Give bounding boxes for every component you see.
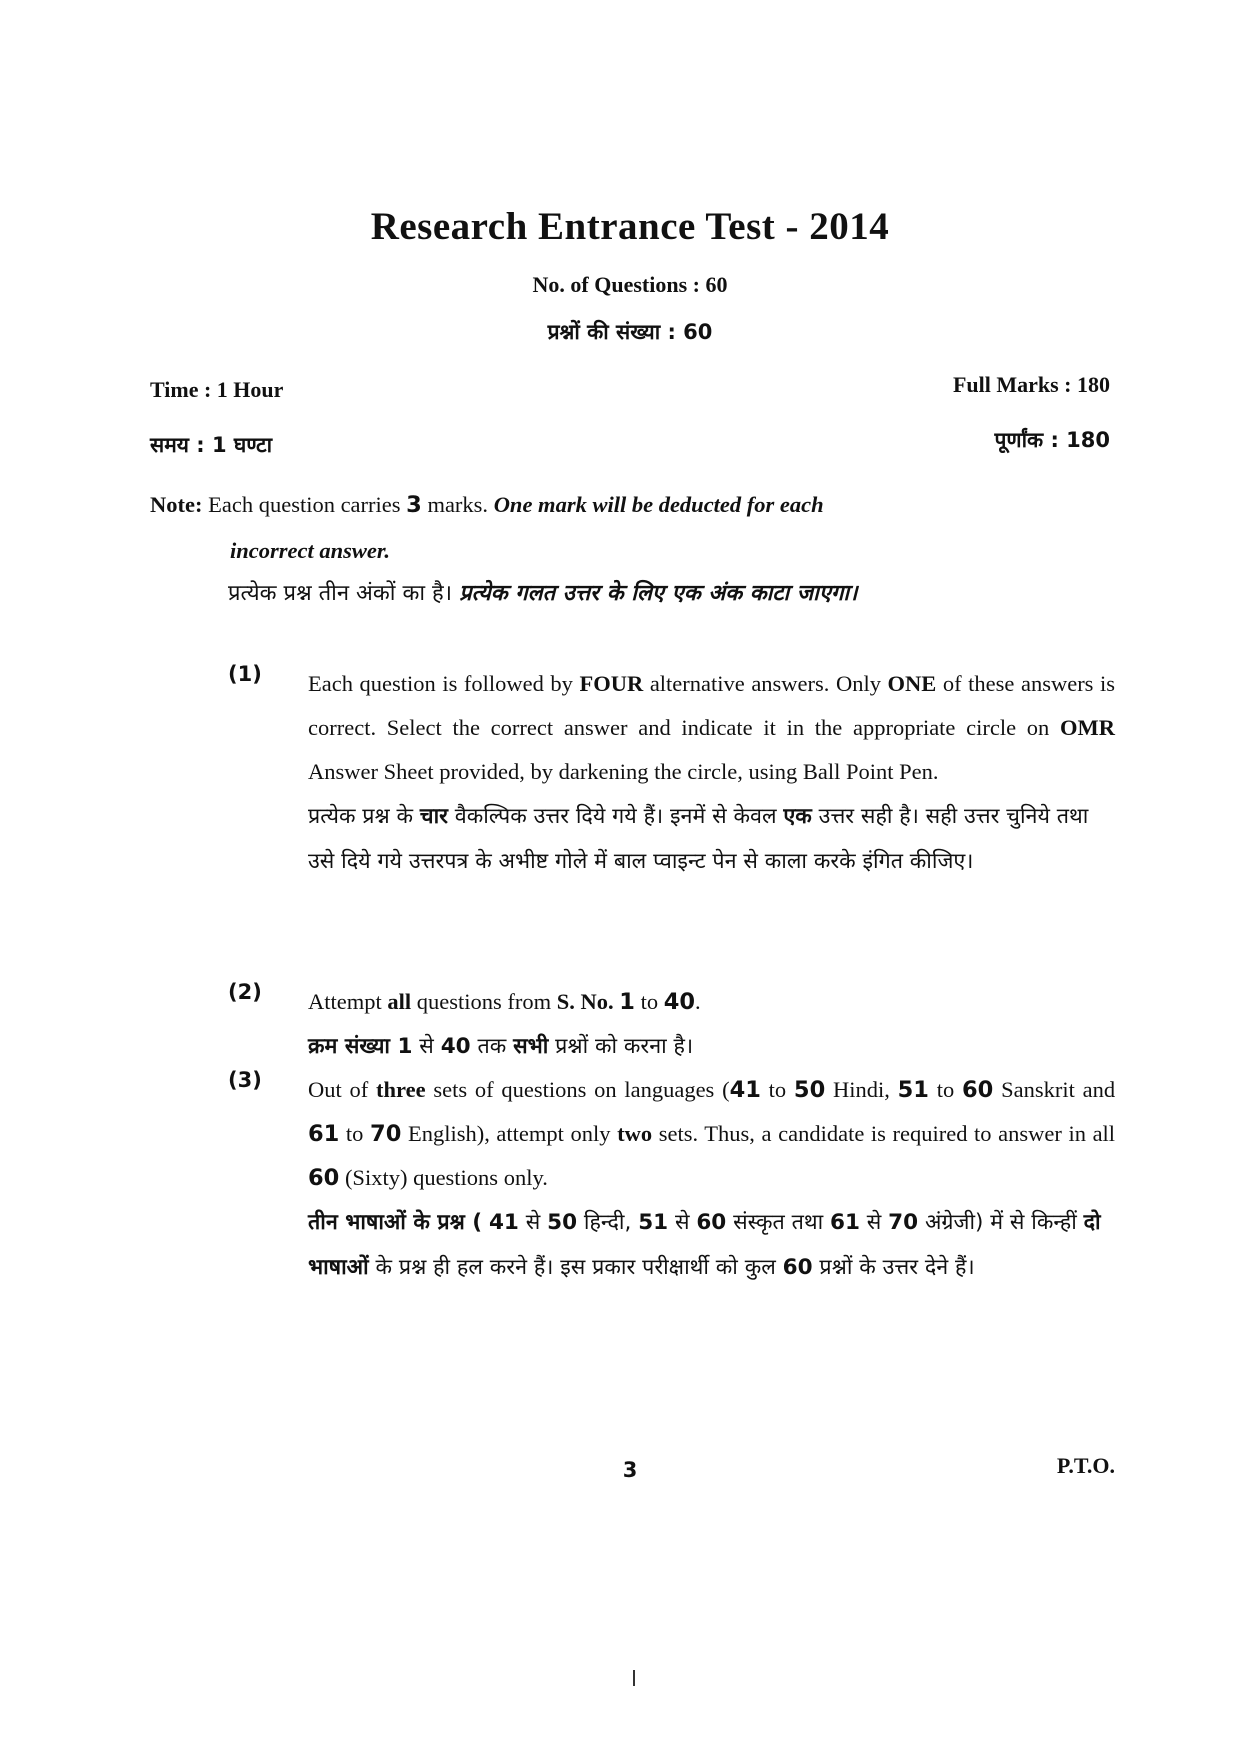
item-number: (3): [228, 1068, 262, 1092]
text-run-bold: 41: [488, 1210, 519, 1235]
text-run-bold: क्रम संख्या 1: [308, 1034, 413, 1059]
text-run: alternative answers. Only: [649, 671, 881, 696]
text-run: उत्तर सही है। सही उत्तर चुनिये तथा उसे दिये गये उत्तरपत्र के अभीष्ट गोले में बाल प्वाइन्ट पेन से काला करके इंगित कीजिए।: [308, 804, 1089, 874]
text-run: sets. Thus, a candidate is required to answer in all: [658, 1121, 1116, 1146]
text-run-bold: FOUR: [579, 671, 644, 696]
text-run: संस्कृत तथा: [733, 1210, 824, 1235]
instruction-item-3: [150, 1068, 1115, 1290]
text-run: English), attempt only: [407, 1121, 611, 1146]
text-run-bold: two: [617, 1121, 653, 1146]
question-count-hi: प्रश्नों की संख्या : 60: [547, 320, 713, 344]
scan-mark: [633, 1670, 635, 1686]
text-run: (Sixty) questions only.: [344, 1165, 548, 1190]
text-run: से: [866, 1210, 882, 1235]
text-run-bold: 40: [663, 989, 696, 1015]
question-count-en: No. of Questions : 60: [532, 272, 728, 297]
page-title: Research Entrance Test - 2014: [370, 205, 890, 248]
item-text-hi: [308, 1200, 1115, 1290]
item-text-en: [308, 980, 1115, 1024]
text-run-bold: 51: [897, 1077, 929, 1103]
note-deduction-a: One mark will be deducted for each: [493, 492, 824, 517]
text-run: questions from: [416, 989, 552, 1014]
item-text-en: [308, 662, 1115, 794]
text-run-bold: 50: [793, 1077, 826, 1103]
text-run: Sanskrit and: [1001, 1077, 1116, 1102]
text-run-bold: ONE: [887, 671, 937, 696]
item-text-hi: [308, 794, 1115, 884]
note-hi-italic: प्रत्येक गलत उत्तर के लिए एक अंक काटा जाएगा।: [459, 581, 858, 606]
text-run-bold: भाषाओं: [308, 1255, 369, 1280]
text-run-bold: all: [387, 989, 412, 1014]
text-run-bold: 40: [440, 1034, 471, 1059]
text-run-bold: OMR: [1060, 715, 1116, 740]
text-run-bold: 41: [729, 1077, 761, 1103]
text-run: तक: [477, 1034, 507, 1059]
text-run: प्रश्नों को करना है।: [555, 1034, 694, 1059]
text-run-bold: 51: [638, 1210, 669, 1235]
item-text-hi: [308, 1024, 1115, 1069]
text-run-bold: 50: [547, 1210, 578, 1235]
text-run-bold: 60: [696, 1210, 727, 1235]
text-run: से: [674, 1210, 690, 1235]
text-run: Answer Sheet provided, by darkening the circle, using Ball Point Pen.: [308, 759, 939, 784]
text-run: .: [695, 989, 701, 1014]
text-run: Out of: [308, 1077, 369, 1102]
text-run-bold: सभी: [513, 1034, 549, 1059]
note-marks-value: 3: [406, 492, 422, 518]
text-run: Each question is followed by: [308, 671, 573, 696]
text-run-bold: तीन भाषाओं के प्रश्न (: [308, 1210, 483, 1235]
page-number: 3: [622, 1458, 638, 1482]
text-run: अंग्रेजी) में से किन्हीं: [924, 1210, 1077, 1235]
text-run: to: [345, 1121, 364, 1146]
time-hi: समय : 1 घण्टा: [150, 433, 273, 457]
text-run-bold: 60: [782, 1255, 813, 1280]
text-run: प्रश्नों के उत्तर देने हैं।: [819, 1255, 975, 1280]
note-en: [150, 482, 1115, 573]
instruction-item-2: [150, 980, 1115, 1069]
text-run: Hindi,: [833, 1077, 890, 1102]
text-run-bold: 60: [308, 1165, 340, 1191]
full-marks-en: Full Marks : 180: [952, 372, 1110, 397]
text-run: to: [640, 989, 659, 1014]
text-run: से: [419, 1034, 434, 1059]
text-run: to: [768, 1077, 787, 1102]
note-label: Note:: [150, 492, 203, 517]
note-text-a: Each question carries: [208, 492, 401, 517]
item-number: (2): [228, 980, 262, 1004]
text-run: वैकल्पिक उत्तर दिये गये हैं। इनमें से केवल: [454, 804, 777, 829]
item-number: (1): [228, 662, 262, 686]
note-text-b: marks.: [427, 492, 489, 517]
note-deduction-b: incorrect answer.: [230, 538, 391, 563]
text-run: of these answers is correct. Select the correct answer and indicate it in the appropriate circle on: [308, 671, 1116, 740]
text-run-bold: दो: [1083, 1210, 1101, 1235]
pto-label: P.T.O.: [1056, 1453, 1115, 1478]
text-run-bold: 70: [888, 1210, 919, 1235]
text-run-bold: 70: [370, 1121, 402, 1147]
text-run-bold: 61: [308, 1121, 340, 1147]
text-run-bold: three: [376, 1077, 426, 1102]
text-run-bold: चार: [419, 804, 448, 829]
text-run-bold: एक: [783, 804, 812, 829]
text-run: के प्रश्न ही हल करने हैं। इस प्रकार परीक्षार्थी को कुल: [375, 1255, 776, 1280]
note-hi-plain: प्रत्येक प्रश्न तीन अंकों का है।: [228, 581, 453, 606]
text-run: से: [525, 1210, 541, 1235]
text-run: sets of questions on languages (: [433, 1077, 730, 1102]
full-marks-hi: पूर्णांक : 180: [994, 428, 1110, 452]
time-en: Time : 1 Hour: [150, 377, 284, 402]
instruction-item-1: [150, 662, 1115, 884]
text-run-bold: S. No.: [556, 989, 614, 1014]
item-text-en: [308, 1068, 1115, 1200]
text-run-bold: 60: [962, 1077, 994, 1103]
text-run: प्रत्येक प्रश्न के: [308, 804, 414, 829]
text-run-bold: 61: [830, 1210, 860, 1235]
text-run: Attempt: [308, 989, 382, 1014]
note-hi: [228, 570, 1113, 618]
text-run-bold: 1: [619, 989, 635, 1015]
text-run: to: [936, 1077, 955, 1102]
text-run: हिन्दी,: [583, 1210, 632, 1235]
